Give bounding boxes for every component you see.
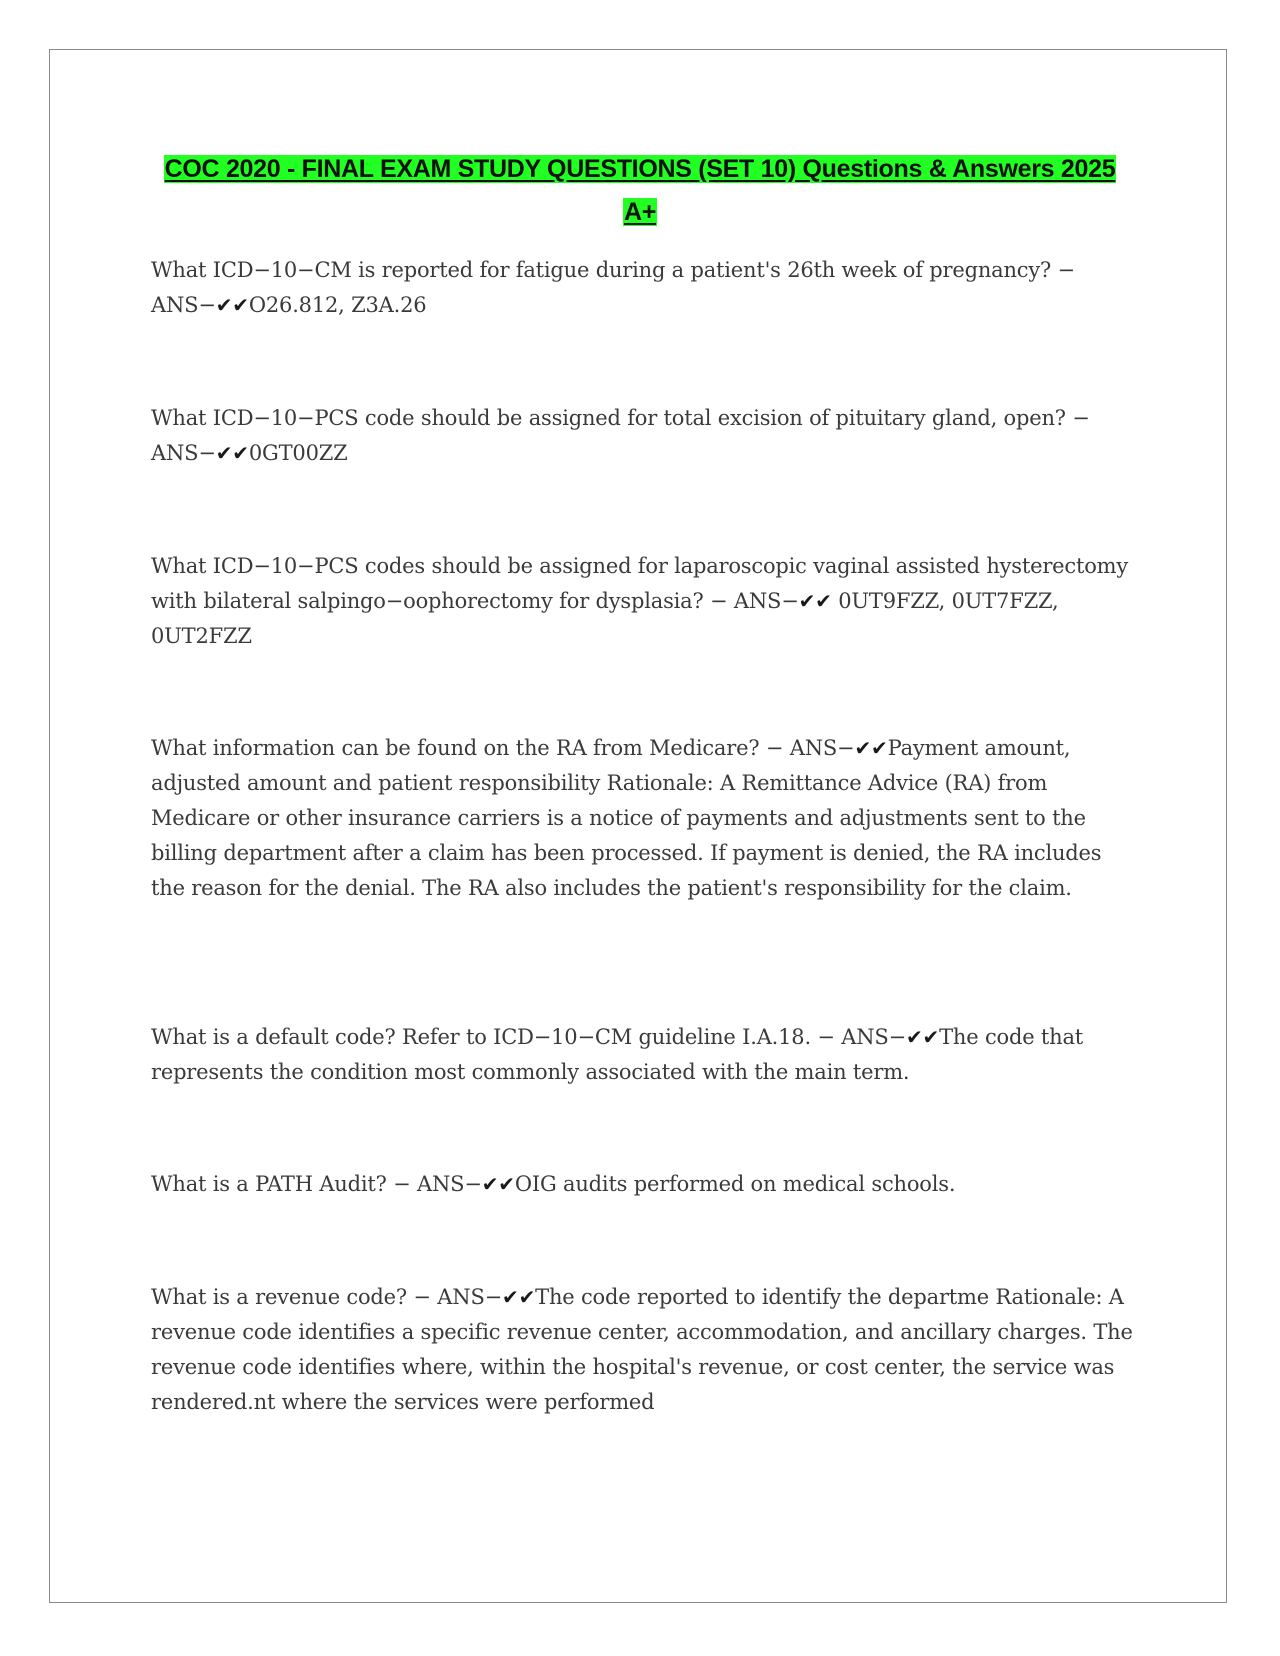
answer-text: 0GT00ZZ bbox=[248, 441, 348, 465]
qa-item-4 bbox=[151, 731, 1136, 906]
question-text: What ICD−10−CM is reported for fatigue during a patient's 26th week of pregnancy? − ANS− bbox=[151, 258, 1075, 317]
qa-item-6 bbox=[151, 1167, 1136, 1202]
checkmark-icon: ✔✔ bbox=[798, 589, 832, 613]
question-text: What information can be found on the RA from Medicare? − ANS− bbox=[151, 736, 855, 760]
answer-text: The code that represents the condition most commonly associated with the main term. bbox=[151, 1025, 1084, 1084]
question-text: What is a PATH Audit? − ANS− bbox=[151, 1172, 482, 1196]
checkmark-icon: ✔✔ bbox=[854, 736, 888, 760]
document-title bbox=[140, 148, 1140, 234]
qa-item-2 bbox=[151, 401, 1136, 471]
checkmark-icon: ✔✔ bbox=[502, 1285, 536, 1309]
qa-item-1 bbox=[151, 253, 1136, 323]
qa-item-7 bbox=[151, 1280, 1136, 1420]
question-text: What is a default code? Refer to ICD−10−CM guideline I.A.18. − ANS− bbox=[151, 1025, 906, 1049]
checkmark-icon: ✔✔ bbox=[481, 1172, 515, 1196]
qa-item-3 bbox=[151, 549, 1136, 654]
title-line-1: COC 2020 - FINAL EXAM STUDY QUESTIONS (SET 10) Questions & Answers 2025 bbox=[164, 155, 1116, 183]
question-text: What ICD−10−PCS code should be assigned for total excision of pituitary gland, open? − ANS− bbox=[151, 406, 1090, 465]
answer-text: OIG audits performed on medical schools. bbox=[514, 1172, 956, 1196]
answer-text: The code reported to identify the departme Rationale: A revenue code identifies a specific revenue center, accommodation, and ancillary charges. The revenue code identifies where, within the hospital's revenue, or cost center, the service was rendered.nt where the services were performed bbox=[151, 1285, 1133, 1414]
title-line-2: A+ bbox=[623, 198, 657, 226]
answer-text: 0UT9FZZ, 0UT7FZZ, 0UT2FZZ bbox=[151, 589, 1059, 648]
question-text: What is a revenue code? − ANS− bbox=[151, 1285, 503, 1309]
answer-text: O26.812, Z3A.26 bbox=[248, 293, 427, 317]
question-text: What ICD−10−PCS codes should be assigned for laparoscopic vaginal assisted hysterectomy with bilateral salpingo−oophorectomy for dysplasia? − ANS− bbox=[151, 554, 1129, 613]
checkmark-icon: ✔✔ bbox=[906, 1025, 940, 1049]
checkmark-icon: ✔✔ bbox=[215, 441, 249, 465]
answer-text: Payment amount, adjusted amount and patient responsibility Rationale: A Remittance Advice (RA) from Medicare or other insurance carriers is a notice of payments and adjustments sent to the billing department after a claim has been processed. If payment is denied, the RA includes the reason for the denial. The RA also includes the patient's responsibility for the claim. bbox=[151, 736, 1102, 900]
checkmark-icon: ✔✔ bbox=[215, 293, 249, 317]
qa-item-5 bbox=[151, 1020, 1136, 1090]
